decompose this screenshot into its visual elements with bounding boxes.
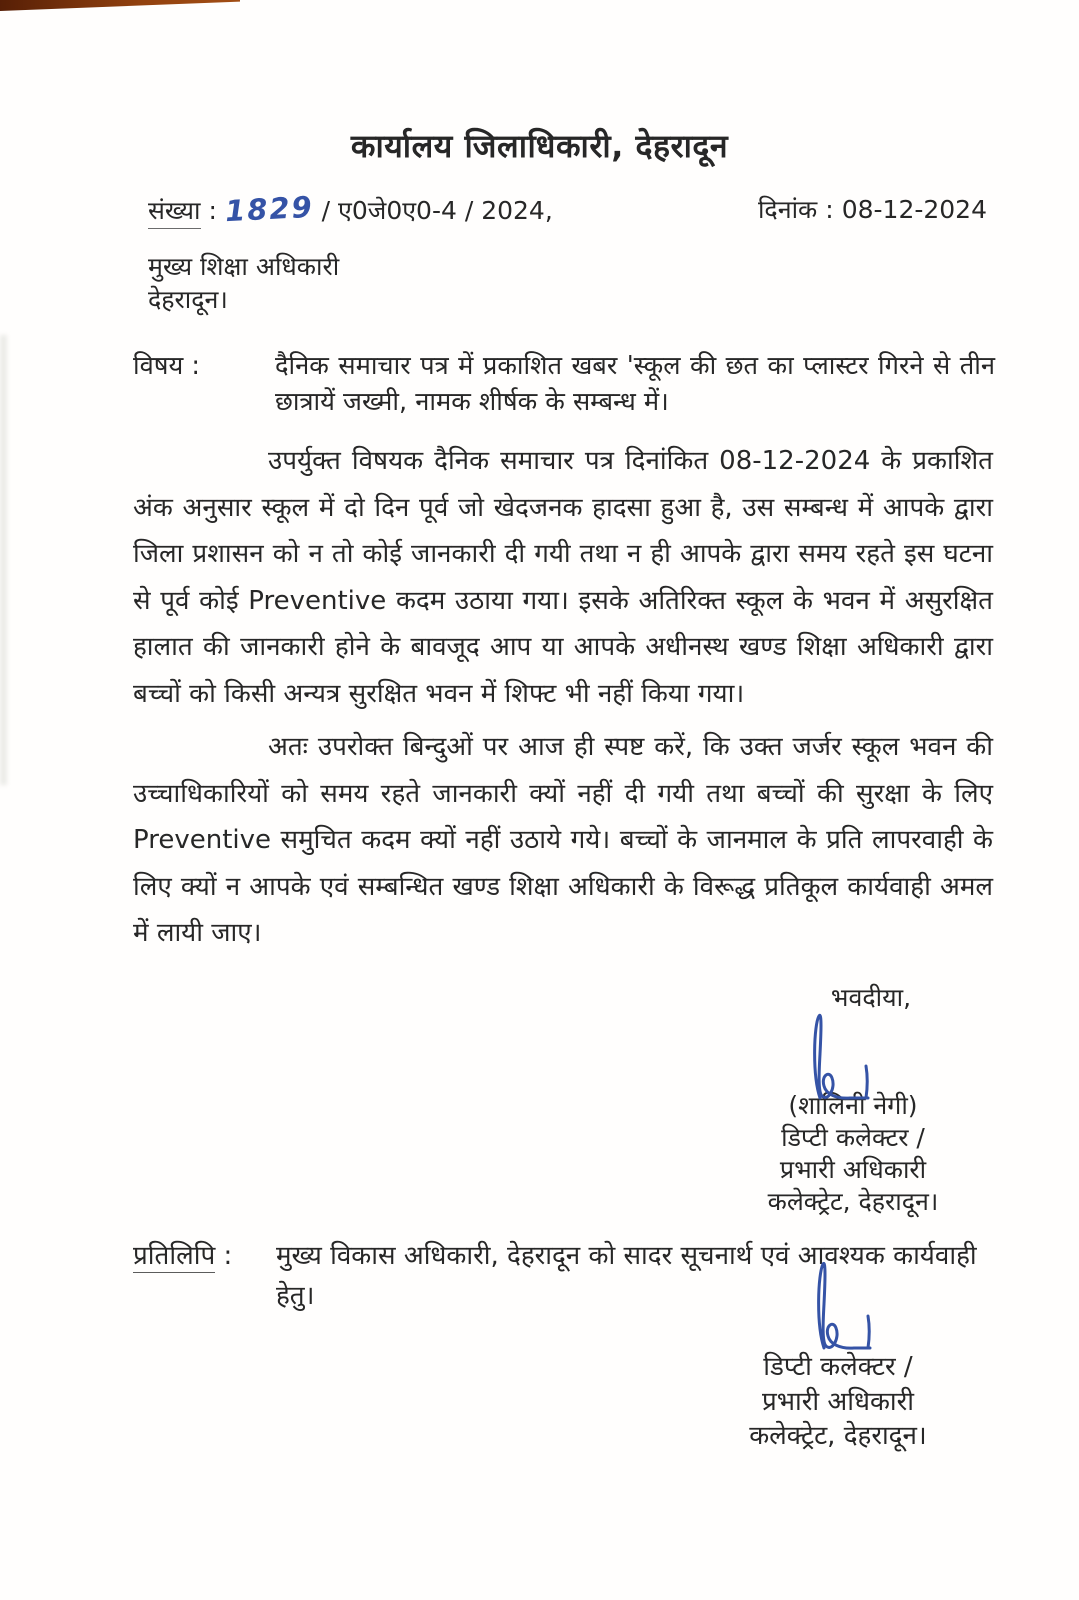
copy-signatory-designation-3: कलेक्ट्रेट, देहरादून। (749, 1421, 927, 1451)
scan-left-smudge (0, 335, 7, 785)
secondary-signature-block (712, 1258, 964, 1454)
body-paragraph-2: अतः उपरोक्त बिन्दुओं पर आज ही स्पष्ट करें, कि उक्त जर्जर स्कूल भवन की उच्चाधिकारियों को समय रहते जानकारी क्यों नहीं दी गयी तथा बच्चों की सुरक्षा के लिए Preventive समुचित कदम क्यों नहीं उठाये गये। बच्चों के जानमाल के प्रति लापरवाही के लिए क्यों न आपके एवं सम्बन्धित खण्ड शिक्षा अधिकारी के विरूद्ध प्रतिकूल कार्यवाही अमल में लायी जाए। (133, 732, 993, 948)
reference-number-handwritten: 1829 (224, 189, 315, 229)
subject-text: दैनिक समाचार पत्र में प्रकाशित खबर 'स्कूल की छत का प्लास्टर गिरने से तीन छात्रायें जख्मी, नामक शीर्षक के सम्बन्ध में। (275, 351, 995, 417)
reference-number-label: संख्या (148, 193, 201, 229)
date-separator: : (825, 195, 834, 224)
copy-text: मुख्य विकास अधिकारी, देहरादून को सादर सूचनार्थ एवं आवश्यक कार्यवाही हेतु। (276, 1241, 977, 1311)
addressee-title: मुख्य शिक्षा अधिकारी (148, 252, 340, 281)
signature-area-secondary (712, 1258, 964, 1350)
signatory-designation-3: कलेक्ट्रेट, देहरादून। (767, 1187, 939, 1216)
copy-signatory-designation-2: प्रभारी अधिकारी (761, 1386, 915, 1417)
date-value: 08-12-2024 (841, 195, 987, 224)
office-title: कार्यालय जिलाधिकारी, देहरादून (350, 127, 729, 165)
reference-number-separator: : (208, 196, 217, 225)
signatory-designation-2: प्रभारी अधिकारी (779, 1155, 927, 1184)
signatory-name: (शालिनी नेगी) (788, 1091, 918, 1120)
addressee-city: देहरादून। (148, 285, 228, 314)
subject-label: विषय : (133, 351, 201, 381)
reference-row (148, 189, 987, 229)
scan-edge-artifact (0, 0, 240, 11)
signature-ink-secondary (808, 1254, 888, 1354)
subject-row (133, 348, 995, 420)
copy-label: प्रतिलिपि (133, 1241, 216, 1271)
reference-date (758, 192, 987, 229)
copy-separator: : (223, 1241, 233, 1271)
date-label: दिनांक (757, 195, 818, 224)
copy-signatory-designation-1: डिप्टी कलेक्टर / (763, 1352, 913, 1382)
closing-salutation: भवदीया, (830, 983, 912, 1012)
signatory-designation-1: डिप्टी कलेक्टर / (781, 1123, 925, 1152)
addressee-block (148, 250, 339, 316)
signature-ink-primary (808, 1008, 888, 1104)
signature-area-primary (742, 1014, 964, 1090)
copy-label-wrap (133, 1236, 276, 1316)
reference-number-suffix: / ए0जे0ए0-4 / 2024, (321, 196, 553, 225)
body-paragraph-1: उपर्युक्त विषयक दैनिक समाचार पत्र दिनांकित 08-12-2024 के प्रकाशित अंक अनुसार स्कूल में दो दिन पूर्व जो खेदजनक हादसा हुआ है, उस सम्बन्ध में आपके द्वारा जिला प्रशासन को न तो कोई जानकारी दी गयी तथा न ही आपके द्वारा समय रहते इस घटना से पूर्व कोई Preventive कदम उठाया गया। इसके अतिरिक्त स्कूल के भवन में असुरक्षित हालात की जानकारी होने के बावजूद आप या आपके अधीनस्थ खण्ड शिक्षा अधिकारी द्वारा बच्चों को किसी अन्यत्र सुरक्षित भवन में शिफ्ट भी नहीं किया गया। (133, 446, 993, 709)
reference-number (148, 189, 553, 229)
closing-block (742, 982, 964, 1218)
